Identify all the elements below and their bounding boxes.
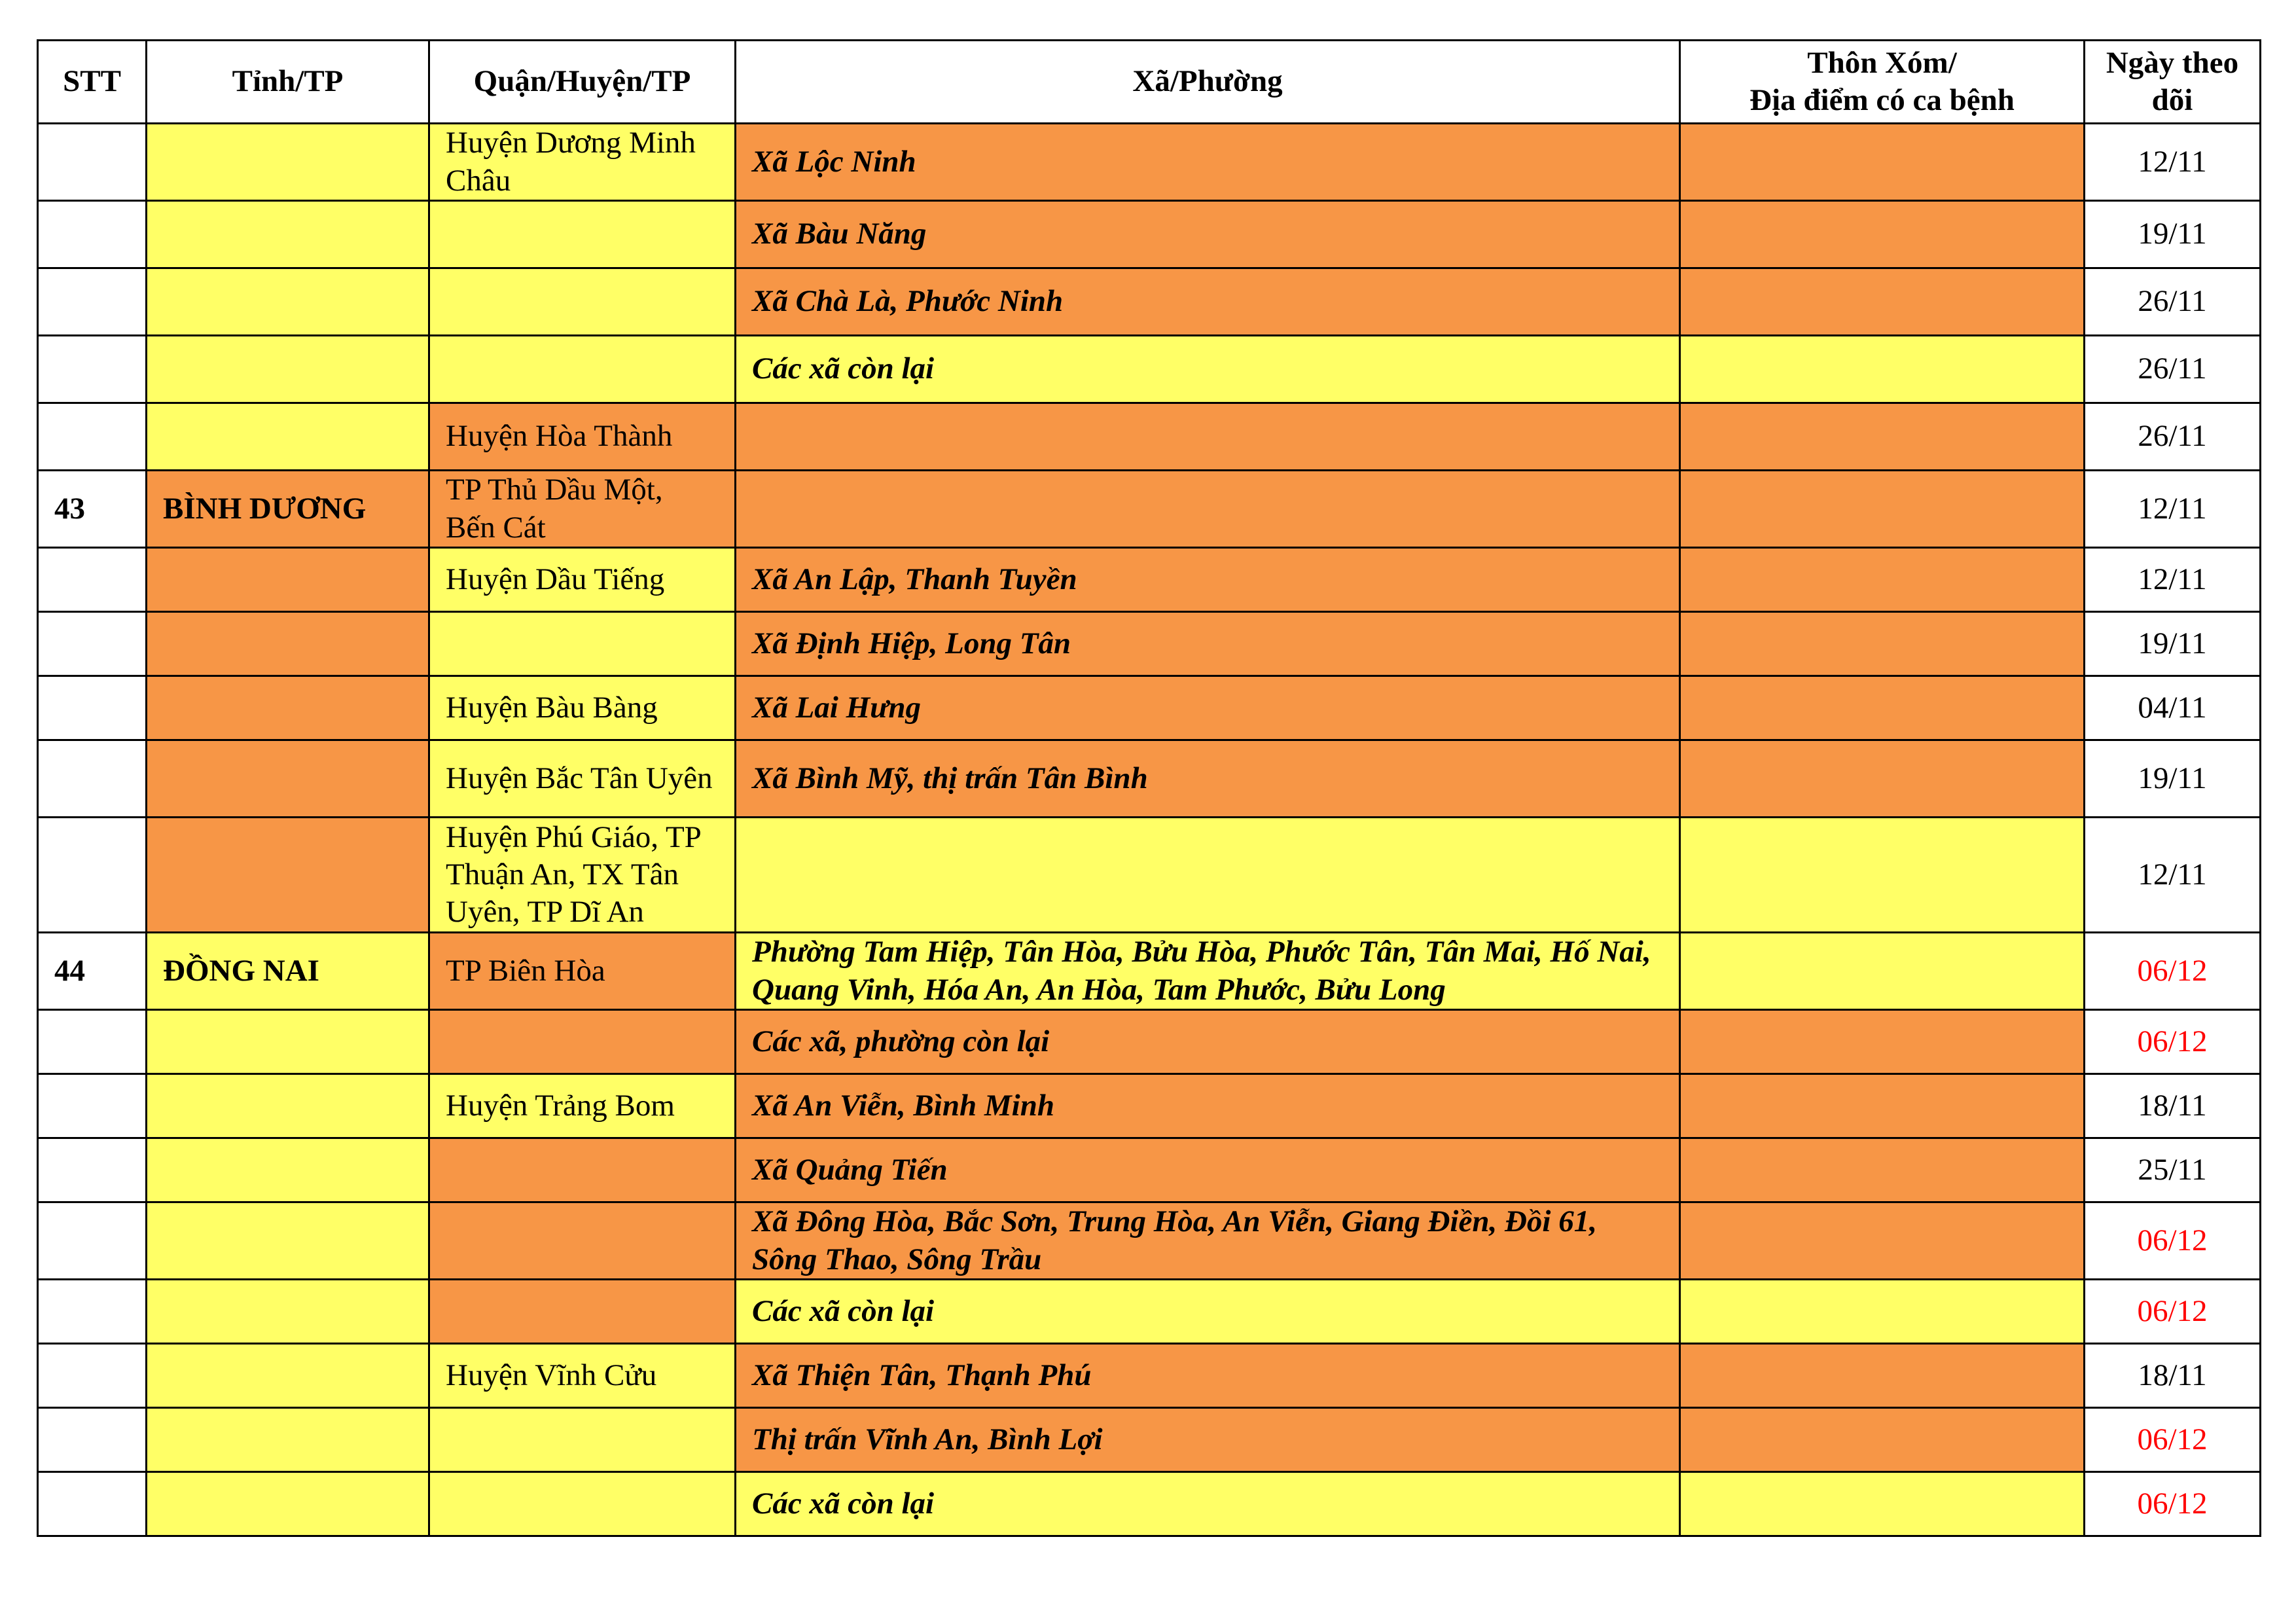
commune-cell: Các xã, phường còn lại bbox=[736, 1010, 1680, 1074]
table-row bbox=[38, 933, 2261, 1010]
table-row bbox=[38, 1344, 2261, 1408]
header-province: Tỉnh/TP bbox=[147, 41, 429, 124]
date-cell: 12/11 bbox=[2085, 818, 2261, 933]
hamlet-cell bbox=[1680, 1202, 2085, 1280]
header-stt: STT bbox=[38, 41, 147, 124]
province-cell bbox=[147, 612, 429, 676]
header-commune: Xã/Phường bbox=[736, 41, 1680, 124]
province-cell bbox=[147, 676, 429, 740]
hamlet-cell bbox=[1680, 201, 2085, 268]
commune-cell: Xã Chà Là, Phước Ninh bbox=[736, 268, 1680, 336]
date-cell: 26/11 bbox=[2085, 403, 2261, 471]
province-cell bbox=[147, 740, 429, 818]
header-hamlet-line-2: Địa điểm có ca bệnh bbox=[1749, 83, 2015, 117]
table-row bbox=[38, 1472, 2261, 1536]
stt-cell bbox=[38, 548, 147, 612]
stt-cell bbox=[38, 1202, 147, 1280]
district-cell bbox=[429, 1408, 736, 1472]
table-row bbox=[38, 818, 2261, 933]
hamlet-cell bbox=[1680, 1408, 2085, 1472]
district-cell: Huyện Trảng Bom bbox=[429, 1074, 736, 1138]
hamlet-cell bbox=[1680, 1472, 2085, 1536]
district-cell: Huyện Hòa Thành bbox=[429, 403, 736, 471]
province-cell bbox=[147, 1344, 429, 1408]
province-cell bbox=[147, 403, 429, 471]
stt-cell bbox=[38, 676, 147, 740]
stt-cell: 44 bbox=[38, 933, 147, 1010]
province-cell: BÌNH DƯƠNG bbox=[147, 471, 429, 548]
date-cell: 18/11 bbox=[2085, 1344, 2261, 1408]
hamlet-cell bbox=[1680, 676, 2085, 740]
district-cell: Huyện Vĩnh Cửu bbox=[429, 1344, 736, 1408]
district-cell: Huyện Dương Minh Châu bbox=[429, 124, 736, 201]
hamlet-cell bbox=[1680, 548, 2085, 612]
district-cell bbox=[429, 1280, 736, 1344]
table-row bbox=[38, 612, 2261, 676]
stt-cell bbox=[38, 1408, 147, 1472]
district-cell: Huyện Bàu Bàng bbox=[429, 676, 736, 740]
stt-cell bbox=[38, 1344, 147, 1408]
date-cell: 19/11 bbox=[2085, 612, 2261, 676]
header-date-line-1: Ngày theo bbox=[2106, 45, 2239, 80]
hamlet-cell bbox=[1680, 1344, 2085, 1408]
district-cell bbox=[429, 1202, 736, 1280]
date-cell: 25/11 bbox=[2085, 1138, 2261, 1202]
header-hamlet-line-1: Thôn Xóm/ bbox=[1807, 45, 1957, 80]
table-body bbox=[38, 124, 2261, 1536]
table-row bbox=[38, 1202, 2261, 1280]
table-row bbox=[38, 1010, 2261, 1074]
table-row bbox=[38, 740, 2261, 818]
date-cell: 18/11 bbox=[2085, 1074, 2261, 1138]
district-cell bbox=[429, 612, 736, 676]
date-cell: 06/12 bbox=[2085, 1408, 2261, 1472]
hamlet-cell bbox=[1680, 818, 2085, 933]
province-cell bbox=[147, 1408, 429, 1472]
province-cell bbox=[147, 548, 429, 612]
province-cell bbox=[147, 818, 429, 933]
district-cell bbox=[429, 1010, 736, 1074]
district-cell: TP Thủ Dầu Một, Bến Cát bbox=[429, 471, 736, 548]
stt-cell bbox=[38, 124, 147, 201]
date-cell: 06/12 bbox=[2085, 1010, 2261, 1074]
province-cell bbox=[147, 1010, 429, 1074]
commune-cell: Các xã còn lại bbox=[736, 336, 1680, 403]
stt-cell bbox=[38, 612, 147, 676]
province-cell bbox=[147, 268, 429, 336]
province-cell: ĐỒNG NAI bbox=[147, 933, 429, 1010]
commune-cell: Các xã còn lại bbox=[736, 1280, 1680, 1344]
commune-cell: Thị trấn Vĩnh An, Bình Lợi bbox=[736, 1408, 1680, 1472]
district-cell bbox=[429, 1472, 736, 1536]
stt-cell bbox=[38, 740, 147, 818]
header-row bbox=[38, 41, 2261, 124]
hamlet-cell bbox=[1680, 740, 2085, 818]
hamlet-cell bbox=[1680, 1010, 2085, 1074]
district-cell: TP Biên Hòa bbox=[429, 933, 736, 1010]
commune-cell: Xã Lai Hưng bbox=[736, 676, 1680, 740]
date-cell: 12/11 bbox=[2085, 548, 2261, 612]
date-cell: 06/12 bbox=[2085, 1280, 2261, 1344]
hamlet-cell bbox=[1680, 1074, 2085, 1138]
header-date-line-2: dõi bbox=[2151, 83, 2193, 117]
stt-cell bbox=[38, 201, 147, 268]
disease-tracking-table bbox=[37, 39, 2261, 1537]
province-cell bbox=[147, 1280, 429, 1344]
commune-cell: Xã An Viễn, Bình Minh bbox=[736, 1074, 1680, 1138]
date-cell: 12/11 bbox=[2085, 124, 2261, 201]
stt-cell bbox=[38, 268, 147, 336]
province-cell bbox=[147, 201, 429, 268]
hamlet-cell bbox=[1680, 1280, 2085, 1344]
hamlet-cell bbox=[1680, 1138, 2085, 1202]
date-cell: 06/12 bbox=[2085, 933, 2261, 1010]
stt-cell bbox=[38, 1010, 147, 1074]
district-cell bbox=[429, 336, 736, 403]
commune-cell bbox=[736, 818, 1680, 933]
commune-cell: Xã Định Hiệp, Long Tân bbox=[736, 612, 1680, 676]
date-cell: 06/12 bbox=[2085, 1472, 2261, 1536]
stt-cell: 43 bbox=[38, 471, 147, 548]
table-row bbox=[38, 201, 2261, 268]
commune-cell: Xã An Lập, Thanh Tuyền bbox=[736, 548, 1680, 612]
province-cell bbox=[147, 124, 429, 201]
stt-cell bbox=[38, 1138, 147, 1202]
province-cell bbox=[147, 1202, 429, 1280]
commune-cell: Xã Đông Hòa, Bắc Sơn, Trung Hòa, An Viễn, Giang Điền, Đồi 61, Sông Thao, Sông Trầu bbox=[736, 1202, 1680, 1280]
date-cell: 19/11 bbox=[2085, 201, 2261, 268]
date-cell: 06/12 bbox=[2085, 1202, 2261, 1280]
table-row bbox=[38, 124, 2261, 201]
commune-cell: Xã Bình Mỹ, thị trấn Tân Bình bbox=[736, 740, 1680, 818]
table-row bbox=[38, 1408, 2261, 1472]
province-cell bbox=[147, 1138, 429, 1202]
province-cell bbox=[147, 1472, 429, 1536]
commune-cell: Xã Quảng Tiến bbox=[736, 1138, 1680, 1202]
stt-cell bbox=[38, 1074, 147, 1138]
district-cell bbox=[429, 1138, 736, 1202]
hamlet-cell bbox=[1680, 124, 2085, 201]
table-row bbox=[38, 548, 2261, 612]
commune-cell: Các xã còn lại bbox=[736, 1472, 1680, 1536]
commune-cell: Xã Lộc Ninh bbox=[736, 124, 1680, 201]
table-row bbox=[38, 471, 2261, 548]
hamlet-cell bbox=[1680, 471, 2085, 548]
hamlet-cell bbox=[1680, 268, 2085, 336]
table-row bbox=[38, 676, 2261, 740]
hamlet-cell bbox=[1680, 933, 2085, 1010]
stt-cell bbox=[38, 403, 147, 471]
header-date bbox=[2085, 41, 2261, 124]
district-cell bbox=[429, 201, 736, 268]
table-row bbox=[38, 403, 2261, 471]
commune-cell bbox=[736, 471, 1680, 548]
stt-cell bbox=[38, 1472, 147, 1536]
district-cell: Huyện Dầu Tiếng bbox=[429, 548, 736, 612]
table-row bbox=[38, 268, 2261, 336]
commune-cell: Phường Tam Hiệp, Tân Hòa, Bửu Hòa, Phước Tân, Tân Mai, Hố Nai, Quang Vinh, Hóa An, An Hòa, Tam Phước, Bửu Long bbox=[736, 933, 1680, 1010]
date-cell: 04/11 bbox=[2085, 676, 2261, 740]
table-row bbox=[38, 1280, 2261, 1344]
stt-cell bbox=[38, 336, 147, 403]
stt-cell bbox=[38, 818, 147, 933]
province-cell bbox=[147, 336, 429, 403]
commune-cell bbox=[736, 403, 1680, 471]
province-cell bbox=[147, 1074, 429, 1138]
date-cell: 12/11 bbox=[2085, 471, 2261, 548]
hamlet-cell bbox=[1680, 403, 2085, 471]
table-row bbox=[38, 336, 2261, 403]
table-row bbox=[38, 1074, 2261, 1138]
stt-cell bbox=[38, 1280, 147, 1344]
header-hamlet bbox=[1680, 41, 2085, 124]
commune-cell: Xã Bàu Năng bbox=[736, 201, 1680, 268]
district-cell: Huyện Phú Giáo, TP Thuận An, TX Tân Uyên, TP Dĩ An bbox=[429, 818, 736, 933]
hamlet-cell bbox=[1680, 612, 2085, 676]
hamlet-cell bbox=[1680, 336, 2085, 403]
date-cell: 19/11 bbox=[2085, 740, 2261, 818]
header-district: Quận/Huyện/TP bbox=[429, 41, 736, 124]
date-cell: 26/11 bbox=[2085, 268, 2261, 336]
table-row bbox=[38, 1138, 2261, 1202]
district-cell bbox=[429, 268, 736, 336]
district-cell: Huyện Bắc Tân Uyên bbox=[429, 740, 736, 818]
commune-cell: Xã Thiện Tân, Thạnh Phú bbox=[736, 1344, 1680, 1408]
date-cell: 26/11 bbox=[2085, 336, 2261, 403]
